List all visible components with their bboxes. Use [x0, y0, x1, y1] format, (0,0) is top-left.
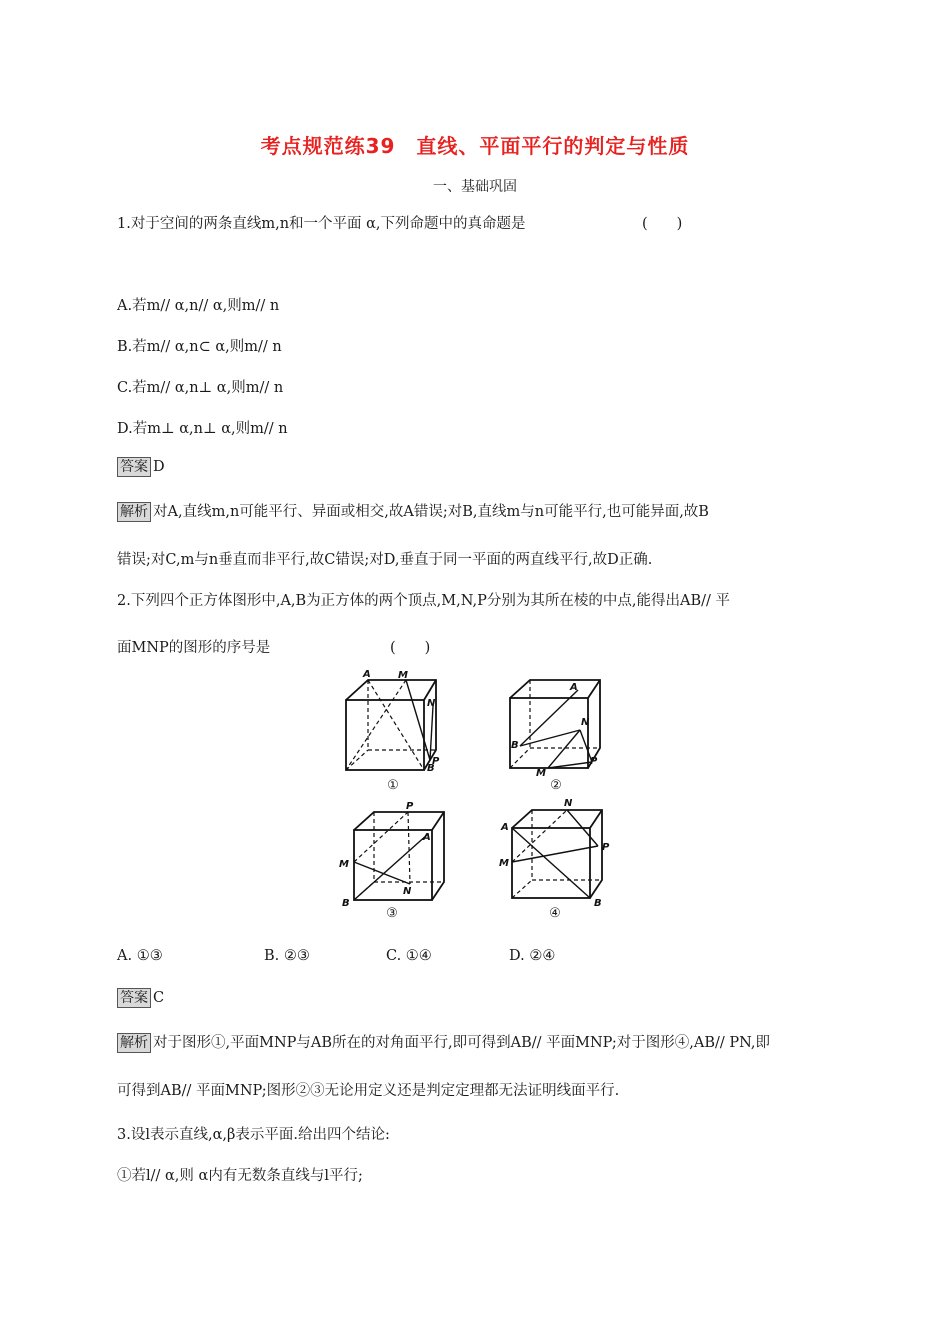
- label-m: M: [536, 768, 546, 778]
- cube-figure-1: [338, 668, 448, 778]
- answer-tag: 答案: [117, 457, 151, 477]
- q1-analysis-text-1: 对A,直线m,n可能平行、异面或相交,故A错误;对B,直线m与n可能平行,也可能异面,故B: [153, 504, 709, 520]
- label-p: P: [590, 756, 598, 767]
- caption-2: ②: [550, 778, 562, 793]
- q2-stem-line-2: 面MNP的图形的序号是: [117, 640, 271, 656]
- label-a: A: [423, 832, 431, 843]
- label-n: N: [564, 798, 573, 809]
- q1-answer-value: D: [153, 459, 165, 475]
- label-b: B: [427, 763, 435, 774]
- cube-figure-3: [332, 800, 452, 910]
- q2-answer: [117, 988, 164, 1008]
- q2-option-b: B. ②③: [264, 948, 310, 964]
- label-p: P: [602, 842, 610, 853]
- q2-answer-value: C: [153, 990, 165, 1006]
- q2-bracket: ( ): [390, 640, 431, 656]
- q1-answer: [117, 457, 165, 477]
- caption-4: ④: [549, 906, 561, 921]
- q1-analysis-line-1: [117, 500, 709, 522]
- cube-1-svg: [338, 668, 448, 778]
- q1-option-a: A.若m// α,n// α,则m// n: [117, 298, 280, 314]
- q2-analysis-line-2: 可得到AB// 平面MNP;图形②③无论用定义还是判定定理都无法证明线面平行.: [117, 1083, 620, 1099]
- page-title: 考点规范练39 直线、平面平行的判定与性质: [260, 134, 690, 158]
- q1-option-b: B.若m// α,n⊂ α,则m// n: [117, 339, 282, 355]
- q2-analysis-text-1: 对于图形①,平面MNP与AB所在的对角面平行,即可得到AB// 平面MNP;对于图形④,AB// PN,即: [153, 1035, 771, 1051]
- q2-analysis-line-1: [117, 1031, 770, 1053]
- section-heading: 一、基础巩固: [433, 179, 517, 195]
- q2-option-c: C. ①④: [386, 948, 432, 964]
- q2-stem-line-1: 2.下列四个正方体图形中,A,B为正方体的两个顶点,M,N,P分别为其所在棱的中点,能得出AB// 平: [117, 593, 730, 609]
- label-b: B: [594, 898, 602, 909]
- q1-option-c: C.若m// α,n⊥ α,则m// n: [117, 380, 284, 396]
- label-p: P: [406, 801, 414, 812]
- cube-2-svg: [498, 668, 618, 778]
- label-a: A: [501, 822, 509, 833]
- label-a: A: [363, 669, 371, 680]
- q2-option-d: D. ②④: [509, 948, 556, 964]
- label-b: B: [511, 740, 519, 751]
- label-m: M: [339, 859, 349, 870]
- label-n: N: [403, 886, 412, 897]
- label-m: M: [398, 670, 408, 681]
- label-b: B: [342, 898, 350, 909]
- cube-3-svg: [332, 800, 452, 910]
- label-a: A: [570, 682, 578, 693]
- q3-item-1: ①若l// α,则 α内有无数条直线与l平行;: [117, 1168, 363, 1184]
- label-p: P: [432, 756, 440, 767]
- q1-stem-text: 1.对于空间的两条直线m,n和一个平面 α,下列命题中的真命题是: [117, 216, 526, 232]
- label-n: N: [427, 698, 436, 709]
- q3-stem: 3.设l表示直线,α,β表示平面.给出四个结论:: [117, 1127, 390, 1143]
- label-n: N: [581, 717, 590, 728]
- caption-3: ③: [386, 906, 398, 921]
- analysis-tag: 解析: [117, 1033, 151, 1053]
- cube-figure-2: [498, 668, 618, 778]
- q1-option-d: D.若m⊥ α,n⊥ α,则m// n: [117, 421, 288, 437]
- q1-bracket: ( ): [642, 216, 683, 232]
- caption-1: ①: [387, 778, 399, 793]
- q2-option-a: A. ①③: [117, 948, 163, 964]
- answer-tag: 答案: [117, 988, 151, 1008]
- cube-figure-4: [494, 796, 620, 910]
- label-m: M: [499, 858, 509, 869]
- q1-stem: [117, 212, 526, 233]
- q1-analysis-line-2: 错误;对C,m与n垂直而非平行,故C错误;对D,垂直于同一平面的两直线平行,故D正确.: [117, 552, 653, 568]
- cube-4-svg: [494, 796, 620, 910]
- analysis-tag: 解析: [117, 502, 151, 522]
